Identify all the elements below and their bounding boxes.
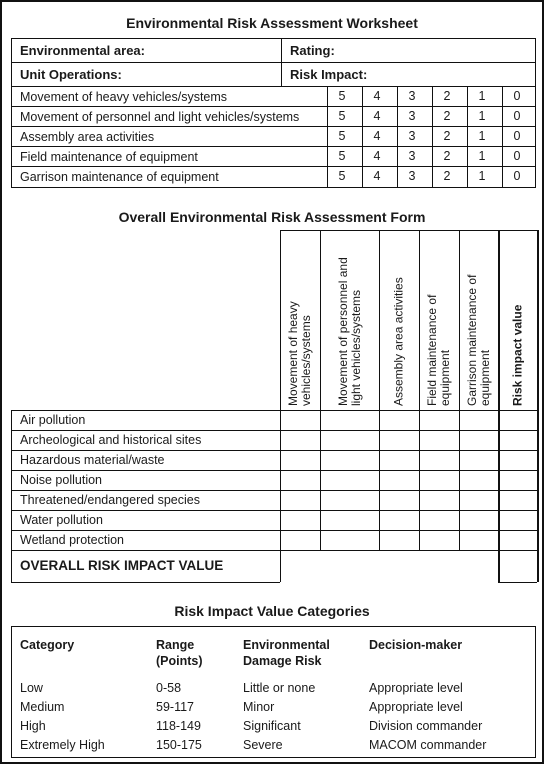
- column-header-label: Field maintenance of equipment: [425, 294, 452, 406]
- rating-value[interactable]: 3: [408, 89, 416, 103]
- column-header-label: Movement of heavy vehicles/systems: [286, 301, 313, 406]
- impact-cell[interactable]: [420, 451, 459, 470]
- impact-cell[interactable]: [321, 431, 379, 450]
- impact-cell[interactable]: [460, 491, 498, 510]
- impact-cell[interactable]: [420, 411, 459, 430]
- rating-value[interactable]: 5: [338, 169, 346, 183]
- grid-line: [11, 410, 12, 582]
- range-header-line-2: (Points): [156, 654, 203, 668]
- grid-line: [537, 230, 539, 582]
- category-decision-cell: Division commander: [369, 719, 483, 733]
- range-header-line-1: Range: [156, 638, 195, 652]
- overall-assessment-form: [11, 230, 537, 582]
- rating-value[interactable]: 3: [408, 149, 416, 163]
- rating-value[interactable]: 3: [408, 129, 416, 143]
- impact-cell[interactable]: [380, 431, 419, 450]
- impact-cell[interactable]: [420, 431, 459, 450]
- rating-value[interactable]: 0: [513, 149, 521, 163]
- category-header: Category: [20, 638, 75, 652]
- risk-categories-table: [11, 626, 536, 758]
- column-header-label: Movement of personnel and light vehicles/systems: [335, 257, 363, 406]
- impact-row-label: Archeological and historical sites: [20, 433, 202, 447]
- category-category-cell: Medium: [20, 700, 65, 714]
- impact-cell[interactable]: [380, 451, 419, 470]
- impact-cell[interactable]: [460, 411, 498, 430]
- operation-label: Movement of personnel and light vehicles/systems: [20, 110, 300, 124]
- rating-value[interactable]: 1: [478, 89, 486, 103]
- impact-cell[interactable]: [460, 471, 498, 490]
- impact-cell[interactable]: [420, 531, 459, 550]
- impact-cell[interactable]: [499, 431, 537, 450]
- category-range-cell: 118-149: [156, 719, 201, 733]
- rating-value[interactable]: 4: [373, 149, 381, 163]
- overall-risk-impact-label: OVERALL RISK IMPACT VALUE: [20, 558, 224, 573]
- column-header-label: Assembly area activities: [391, 277, 406, 406]
- impact-cell[interactable]: [321, 451, 379, 470]
- impact-cell[interactable]: [380, 531, 419, 550]
- damage-header: [243, 637, 330, 669]
- impact-cell[interactable]: [281, 411, 320, 430]
- rating-value[interactable]: 5: [338, 109, 346, 123]
- category-decision-cell: Appropriate level: [369, 681, 463, 695]
- impact-cell[interactable]: [380, 411, 419, 430]
- worksheet-title: Environmental Risk Assessment Worksheet: [126, 15, 418, 31]
- impact-cell[interactable]: [420, 511, 459, 530]
- column-header: [379, 230, 419, 410]
- impact-cell[interactable]: [420, 491, 459, 510]
- impact-row-label: Threatened/endangered species: [20, 493, 200, 507]
- rating-value[interactable]: 5: [338, 89, 346, 103]
- worksheet-header-row: [12, 63, 535, 87]
- grid-line: [11, 550, 537, 551]
- category-range-cell: 59-117: [156, 700, 194, 714]
- impact-row-label: Water pollution: [20, 513, 103, 527]
- impact-cell[interactable]: [499, 451, 537, 470]
- category-decision-cell: Appropriate level: [369, 700, 463, 714]
- rating-value[interactable]: 0: [513, 169, 521, 183]
- impact-cell[interactable]: [499, 471, 537, 490]
- impact-cell[interactable]: [380, 491, 419, 510]
- rating-value[interactable]: 2: [443, 89, 451, 103]
- category-damage-cell: Significant: [243, 719, 301, 733]
- category-category-cell: High: [20, 719, 46, 733]
- rating-label: Rating:: [290, 43, 335, 58]
- column-header: [280, 230, 320, 410]
- category-damage-cell: Minor: [243, 700, 275, 714]
- rating-value[interactable]: 5: [338, 149, 346, 163]
- operation-label: Field maintenance of equipment: [20, 150, 198, 164]
- impact-cell[interactable]: [281, 431, 320, 450]
- rating-value[interactable]: 4: [373, 169, 381, 183]
- category-category-cell: Low: [20, 681, 43, 695]
- rating-value[interactable]: 0: [513, 89, 521, 103]
- operation-label: Movement of heavy vehicles/systems: [20, 90, 228, 104]
- impact-cell[interactable]: [499, 511, 537, 530]
- impact-cell[interactable]: [499, 531, 537, 550]
- impact-row-label: Air pollution: [20, 413, 86, 427]
- operation-row: [12, 167, 535, 187]
- operation-row: [12, 147, 535, 167]
- impact-cell[interactable]: [460, 431, 498, 450]
- rating-value[interactable]: 0: [513, 129, 521, 143]
- rating-value[interactable]: 4: [373, 129, 381, 143]
- rating-value[interactable]: 2: [443, 169, 451, 183]
- impact-cell[interactable]: [281, 511, 320, 530]
- operation-row: [12, 107, 535, 127]
- category-damage-cell: Little or none: [243, 681, 316, 695]
- grid-line: [11, 582, 280, 583]
- impact-cell[interactable]: [321, 511, 379, 530]
- column-header-label: Garrison maintenance of equipment: [464, 274, 492, 406]
- category-range-cell: 150-175: [156, 738, 202, 752]
- damage-header-line-2: Damage Risk: [243, 654, 322, 668]
- impact-cell[interactable]: [460, 451, 498, 470]
- rating-value[interactable]: 2: [443, 149, 451, 163]
- range-header: [156, 637, 203, 669]
- rating-value[interactable]: 2: [443, 109, 451, 123]
- impact-row-label: Wetland protection: [20, 533, 124, 547]
- rating-value[interactable]: 1: [478, 129, 486, 143]
- impact-cell[interactable]: [281, 531, 320, 550]
- impact-cell[interactable]: [380, 511, 419, 530]
- rating-value[interactable]: 0: [513, 109, 521, 123]
- rating-value[interactable]: 4: [373, 89, 381, 103]
- worksheet-header-row: [12, 39, 535, 63]
- rating-value[interactable]: 1: [478, 109, 486, 123]
- impact-cell[interactable]: [420, 471, 459, 490]
- grid-line: [498, 582, 537, 583]
- overall-form-title: Overall Environmental Risk Assessment Form: [118, 209, 426, 225]
- overall-risk-impact-value-cell[interactable]: [500, 551, 537, 582]
- impact-row-label: Noise pollution: [20, 473, 102, 487]
- impact-cell[interactable]: [321, 471, 379, 490]
- risk-impact-label: Risk Impact:: [290, 67, 368, 82]
- damage-header-line-1: Environmental: [243, 638, 330, 652]
- impact-row-label: Hazardous material/waste: [20, 453, 165, 467]
- operation-row: [12, 127, 535, 147]
- operation-label: Assembly area activities: [20, 130, 155, 144]
- impact-cell[interactable]: [460, 531, 498, 550]
- impact-cell[interactable]: [321, 531, 379, 550]
- impact-cell[interactable]: [321, 491, 379, 510]
- impact-cell[interactable]: [281, 491, 320, 510]
- decision-header: Decision-maker: [369, 638, 463, 652]
- rating-value[interactable]: 3: [408, 109, 416, 123]
- impact-cell[interactable]: [281, 471, 320, 490]
- rating-value[interactable]: 3: [408, 169, 416, 183]
- impact-cell[interactable]: [499, 411, 537, 430]
- category-decision-cell: MACOM commander: [369, 738, 487, 752]
- category-range-cell: 0-58: [156, 681, 182, 695]
- operation-row: [12, 87, 535, 107]
- divider: [281, 63, 282, 86]
- categories-title: Risk Impact Value Categories: [174, 603, 370, 619]
- divider: [281, 39, 282, 62]
- rating-value[interactable]: 2: [443, 129, 451, 143]
- rating-value[interactable]: 1: [478, 149, 486, 163]
- operation-label: Garrison maintenance of equipment: [20, 170, 219, 184]
- impact-cell[interactable]: [281, 451, 320, 470]
- impact-cell[interactable]: [380, 471, 419, 490]
- rating-value[interactable]: 5: [338, 129, 346, 143]
- impact-cell[interactable]: [460, 511, 498, 530]
- impact-cell[interactable]: [499, 491, 537, 510]
- rating-value[interactable]: 4: [373, 109, 381, 123]
- column-header-label: Risk impact value: [510, 304, 524, 406]
- impact-cell[interactable]: [321, 411, 379, 430]
- column-header: [498, 230, 537, 410]
- column-header: [459, 230, 498, 410]
- column-header: [419, 230, 459, 410]
- category-damage-cell: Severe: [243, 738, 283, 752]
- column-header: [320, 230, 379, 410]
- category-category-cell: Extremely High: [20, 738, 105, 752]
- environmental-area-label: Environmental area:: [20, 43, 145, 58]
- risk-assessment-worksheet: [11, 38, 536, 188]
- unit-operations-label: Unit Operations:: [20, 67, 122, 82]
- rating-value[interactable]: 1: [478, 169, 486, 183]
